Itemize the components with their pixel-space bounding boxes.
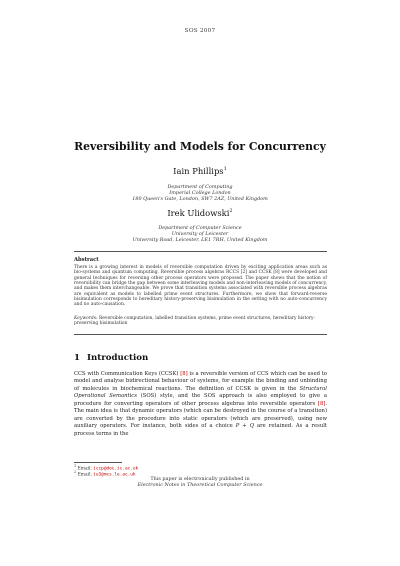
running-head: SOS 2007 [184,28,216,34]
footnote-rule [74,462,122,463]
abstract-text: There is a growing interest in models of reversible computation driven by exciting application areas such as bio-systems and quantum computing. Reversible process algebras RCCS [2] and CCSK [8] were developed and general techniques for reversing other process operators were proposed. The paper shows that the notion of reversibility can bridge the gap between some interleaving models and non-interleaving models of concurrency, and makes them interchangeable. We prove that transition systems associated with reversible process algebras are equivalent as models to labelled prime event structures. Furthermore, we show that forward-reverse bisimulation corresponds to hereditary history-preserving bisimulation in the setting with no auto-concurrency and no auto-causation. [74,265,327,308]
author-name: Iain Phillips$^1$ [173,166,227,176]
abstract-heading: Abstract [74,257,99,263]
keywords-label: Keywords: [74,316,98,321]
keywords: Keywords: Reversible computation, labelled transition systems, prime event structures, hereditary history-preserving bisimulation [74,316,316,327]
citation-link[interactable]: [8] [180,371,188,377]
abstract-bottom-rule [74,334,327,335]
footnote-mark: 1 [223,166,227,173]
email-link[interactable]: iu3@mcs.le.ac.uk [93,472,136,478]
email-link[interactable]: iccp@doc.ic.ac.uk [93,466,139,472]
author-affiliation: Department of Computing Imperial College London 180 Queen's Gate, London, SW7 2AZ, United Kingdom [132,184,268,203]
footnote-mark: 2 [229,208,233,215]
author-affiliation: Department of Computer Science University of Leicester University Road, Leicester, LE1 7RH, United Kingdom [132,225,268,244]
footnote: $^1$ Email: iccp@doc.ic.ac.uk [74,464,139,472]
body-paragraph: CCS with Communication Keys (CCSK) [8] is a reversible version of CCS which can be used to model and analyse bidirectional behaviour of systems, for example the binding and unbinding of molecules in biochemical reactions. The definition of CCSK is given in the Structural Operational Semantics (SOS) style, and the SOS approach is also employed to give a procedure for converting operators of other process algebras into reversible operators [8]. The main idea is that dynamic operators (which can be destroyed in the course of a transition) are converted by the procedure into static operators (which are preserved), using new auxiliary operators. For instance, both sides of a choice P + Q are retained. As a result process terms in the [74,371,327,437]
abstract-top-rule [74,251,327,252]
section-number: 1 [74,353,80,363]
author-name: Irek Ulidowski$^2$ [167,208,233,218]
section-title: Introduction [87,353,149,363]
footnote: $^2$ Email: iu3@mcs.le.ac.uk [74,470,136,478]
publication-footer: This paper is electronically published in Electronic Notes in Theoretical Computer Science [137,476,263,488]
section-heading [74,353,148,363]
paper-title: Reversibility and Models for Concurrency [74,140,326,153]
citation-link[interactable]: [8] [317,400,326,407]
